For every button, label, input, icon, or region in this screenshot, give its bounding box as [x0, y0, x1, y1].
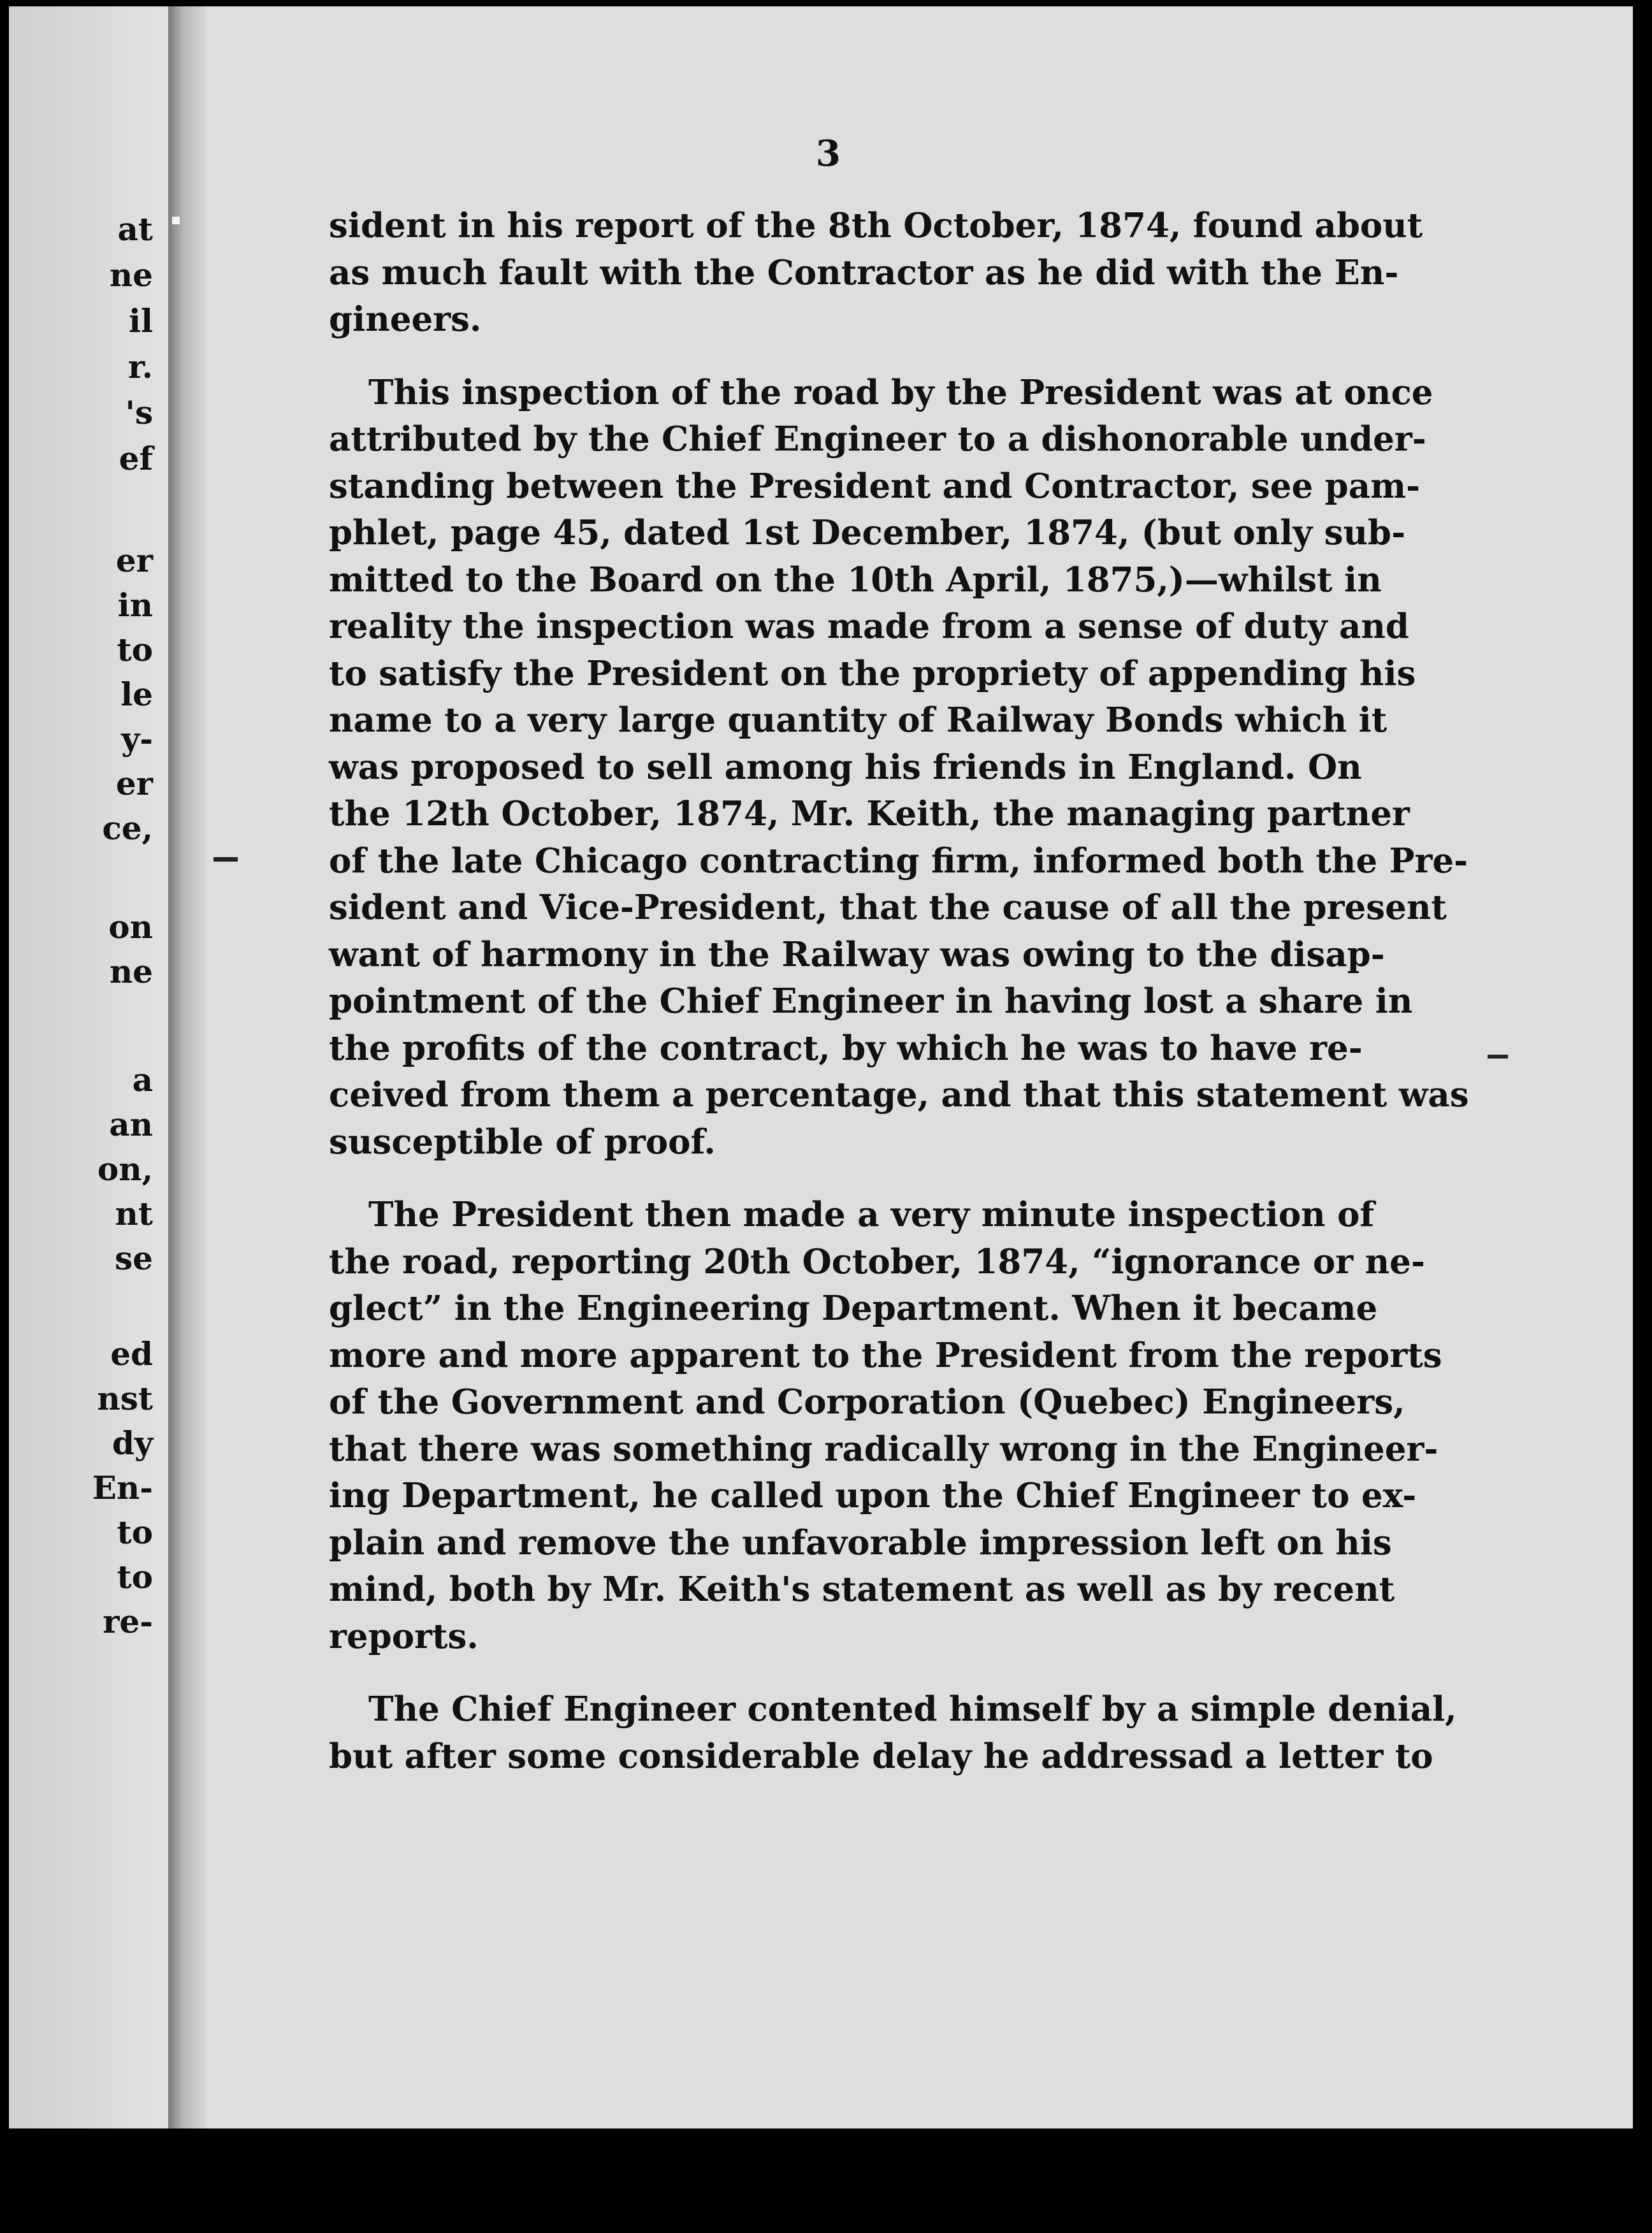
facing-page-fragment: nst: [97, 1380, 153, 1417]
text-line: mitted to the Board on the 10th April, 1875,)—whilst in: [329, 560, 1382, 600]
text-line: the 12th October, 1874, Mr. Keith, the managing partner: [329, 794, 1410, 834]
paper-hole: [172, 217, 180, 224]
text-line: name to a very large quantity of Railway Bonds which it: [329, 700, 1388, 740]
text-line: to satisfy the President on the propriety of appending his: [329, 653, 1416, 693]
page-number: 3: [816, 133, 841, 175]
facing-page-fragment: to: [117, 1514, 153, 1551]
text-line: ceived from them a percentage, and that this statement was: [329, 1075, 1469, 1115]
scan-bottom-border: [0, 2128, 1652, 2233]
facing-page-fragment: ne: [109, 953, 153, 990]
text-line: reports.: [329, 1616, 479, 1656]
text-line: but after some considerable delay he addressad a letter to: [329, 1736, 1433, 1776]
facing-page-fragment: re-: [103, 1603, 153, 1640]
text-line: ing Department, he called upon the Chief Engineer to ex-: [329, 1476, 1417, 1515]
facing-page-fragment: r.: [127, 348, 153, 386]
text-line: glect” in the Engineering Department. When it became: [329, 1289, 1378, 1328]
binding-gutter: [168, 6, 207, 2128]
text-line: standing between the President and Contractor, see pam-: [329, 466, 1421, 506]
body-text: [329, 203, 1469, 1806]
text-line: of the late Chicago contracting firm, informed both the Pre-: [329, 841, 1468, 881]
text-line: the road, reporting 20th October, 1874, “ignorance or ne-: [329, 1241, 1425, 1282]
facing-page-fragment: se: [115, 1239, 153, 1277]
ink-speck: [1488, 1055, 1508, 1059]
facing-page-fragment: dy: [112, 1424, 153, 1462]
facing-page-fragment: ce,: [102, 809, 153, 847]
text-line: mind, both by Mr. Keith's statement as well as by recent: [329, 1570, 1395, 1609]
ink-speck: [214, 857, 238, 862]
facing-page-fragment: En-: [92, 1469, 153, 1507]
text-line: The Chief Engineer contented himself by a simple denial,: [368, 1689, 1457, 1729]
text-line: that there was something radically wrong in the Engineer-: [329, 1429, 1438, 1469]
text-line: was proposed to sell among his friends in England. On: [329, 747, 1362, 787]
facing-page-fragment: to: [117, 631, 153, 668]
text-line: susceptible of proof.: [329, 1122, 716, 1162]
text-line: pointment of the Chief Engineer in having lost a share in: [329, 981, 1413, 1021]
text-line: The President then made a very minute inspection of: [368, 1195, 1375, 1234]
paragraph: [329, 1192, 1442, 1660]
facing-page-fragment: at: [117, 210, 153, 248]
facing-page-fragment: er: [115, 542, 153, 579]
facing-page-fragment: ne: [109, 256, 153, 294]
facing-page-edge: [9, 6, 168, 2128]
text-line: sident and Vice-President, that the cause of all the present: [329, 888, 1447, 927]
facing-page-fragment: il: [129, 302, 153, 340]
text-line: the profits of the contract, by which he was to have re-: [329, 1028, 1363, 1068]
text-line: more and more apparent to the President from the reports: [329, 1335, 1442, 1375]
facing-page-fragment: in: [117, 586, 153, 624]
text-line: phlet, page 45, dated 1st December, 1874, (but only sub-: [329, 513, 1406, 553]
facing-page-fragment: ef: [119, 440, 153, 477]
facing-page-fragment: ed: [110, 1335, 153, 1373]
text-line: sident in his report of the 8th October, 1874, found about: [329, 206, 1423, 245]
text-line: plain and remove the unfavorable impression left on his: [329, 1522, 1392, 1563]
facing-page-fragment: on,: [97, 1150, 153, 1188]
paragraph: [329, 203, 1423, 343]
facing-page-fragment: on: [108, 908, 153, 946]
text-line: gineers.: [329, 300, 482, 339]
text-line: of the Government and Corporation (Quebec) Engineers,: [329, 1382, 1405, 1422]
facing-page-fragment: nt: [115, 1195, 153, 1232]
facing-page-fragment: y-: [121, 720, 153, 758]
paragraph: [329, 1686, 1457, 1780]
text-line: attributed by the Chief Engineer to a dishonorable under-: [329, 419, 1426, 459]
facing-page-fragment: le: [120, 676, 153, 713]
text-line: want of harmony in the Railway was owing to the disap-: [329, 934, 1385, 974]
facing-page-fragment: an: [109, 1106, 153, 1143]
facing-page-fragment: a: [132, 1061, 153, 1099]
text-line: This inspection of the road by the President was at once: [368, 372, 1433, 412]
paragraph: [329, 370, 1469, 1166]
facing-page-fragment: 's: [125, 394, 153, 431]
text-line: reality the inspection was made from a sense of duty and: [329, 607, 1409, 646]
facing-page-fragment: to: [117, 1558, 153, 1596]
text-line: as much fault with the Contractor as he did with the En-: [329, 252, 1399, 293]
facing-page-fragment: er: [115, 765, 153, 802]
